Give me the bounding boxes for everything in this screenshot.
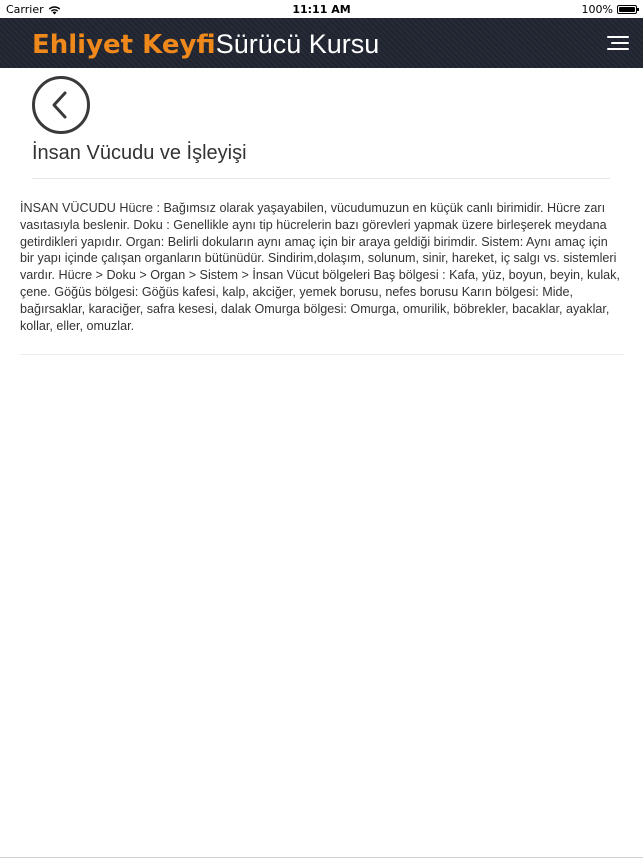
battery-icon [617,5,637,14]
page-title: İnsan Vücudu ve İşleyişi [32,142,247,164]
content-divider [20,354,624,355]
brand-name-light: Sürücü Kursu [215,29,380,59]
hamburger-menu-icon[interactable] [607,34,629,52]
article-body: İNSAN VÜCUDU Hücre : Bağımsız olarak yaşayabilen, vücudumuzun en küçük canlı birimidir. Hücre zarı vasıtasıyla beslenir. Doku : Genellikle aynı tip hücrelerin bazı görevleri yapmak üzere birleşerek meydana getirdikleri yapıdır. Organ: Belirli dokuların aynı amaç için bir araya geldiği birimdir. Sistem: Aynı amaç için bir yapı içinde çalışan organların bütünüdür. Sindirim,dolaşım, solunum, sinir, hareket, iç salgı vs. sistemleri vardır. Hücre > Doku > Organ > Sistem > İnsan Vücut bölgeleri Baş bölgesi : Kafa, yüz, boyun, beyin, kulak, çene. Göğüs bölgesi: Göğüs kafesi, kalp, akciğer, yemek borusu, nefes borusu Karın bölgesi: Mide, bağırsaklar, karaciğer, safra kesesi, dalak Omurga bölgesi: Omurga, omurilik, böbrekler, bacaklar, ayaklar, kollar, eller, omuzlar. [20,201,620,333]
carrier-label: Carrier [6,3,44,16]
title-divider [32,178,610,179]
brand-logo[interactable] [32,28,379,61]
status-bar [0,0,643,18]
chevron-left-icon [35,79,87,131]
back-button[interactable] [32,76,90,134]
app-header [0,18,643,68]
brand-name-bold: Ehliyet Keyfi [32,30,216,60]
status-time: 11:11 AM [292,3,351,16]
battery-percentage: 100% [581,3,613,16]
battery-info [582,3,637,16]
